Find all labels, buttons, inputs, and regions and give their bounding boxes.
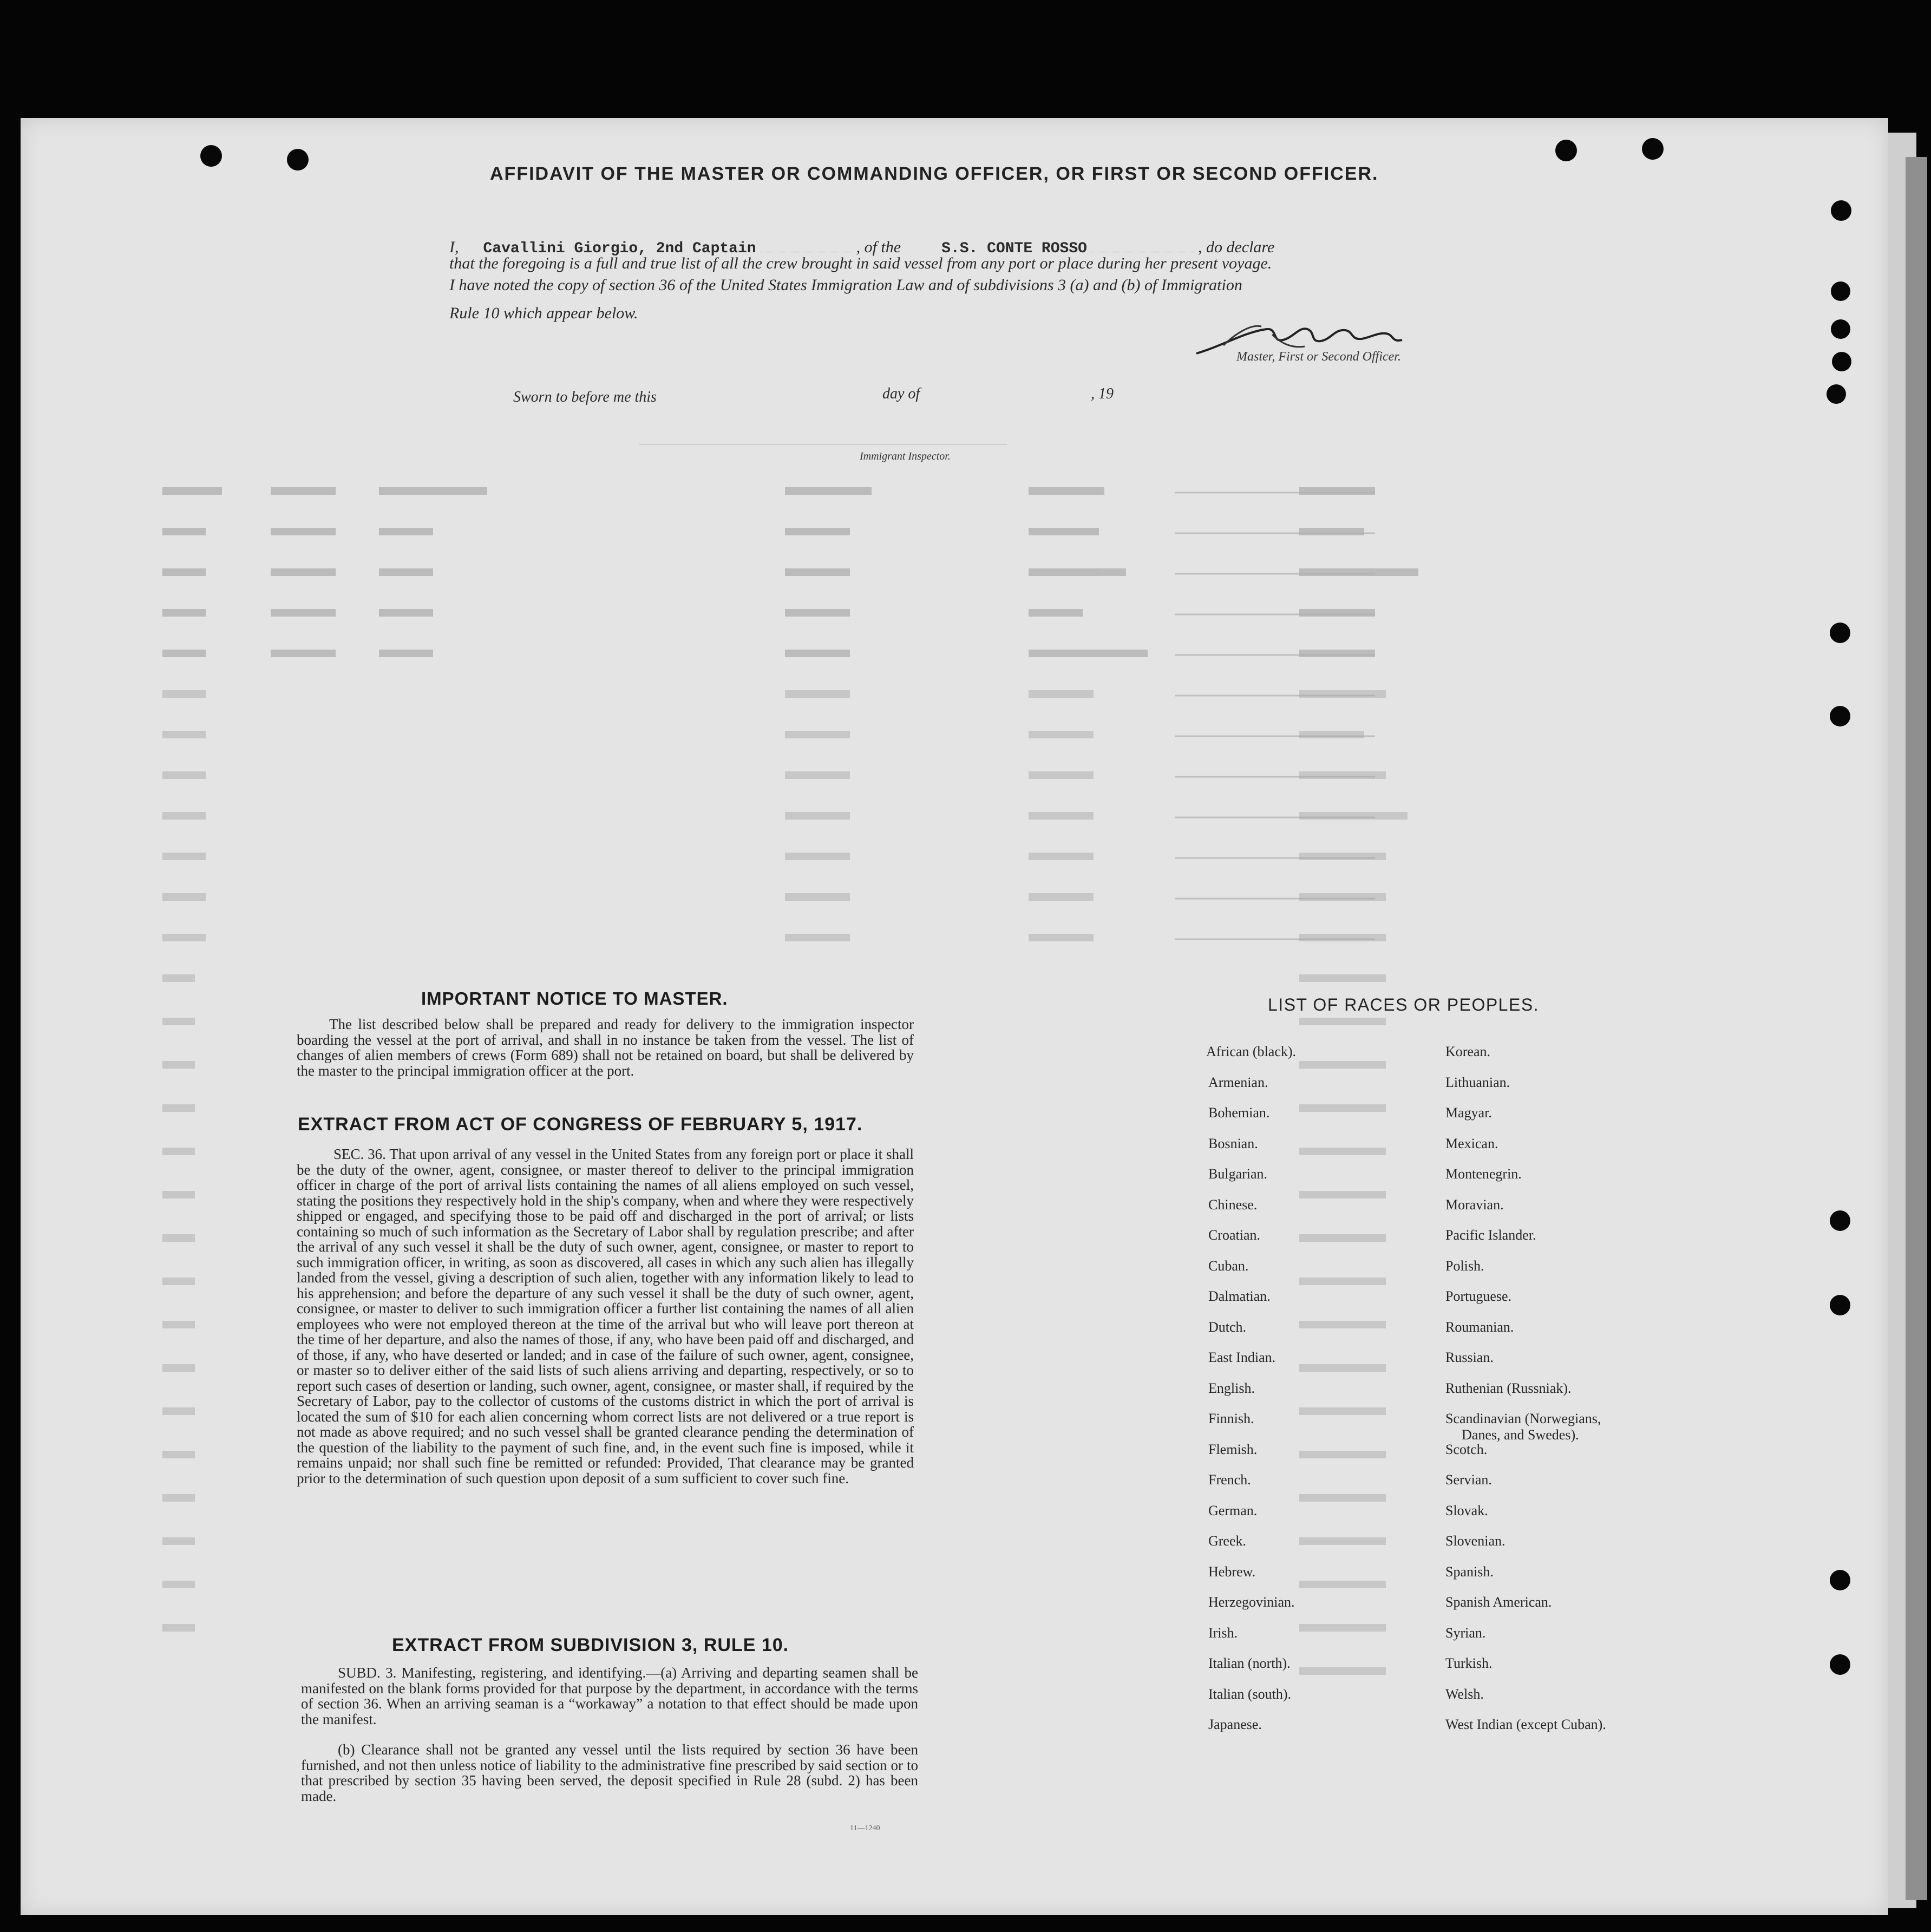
declaration-line-3: I have noted the copy of section 36 of the United States Immigration Law and of subdivisions 3 (a) and (b) of Immigration: [449, 276, 1242, 294]
punch-hole: [287, 149, 309, 171]
punch-hole: [1832, 352, 1851, 371]
race-item: Scandinavian (Norwegians,: [1445, 1411, 1601, 1426]
punch-hole: [1831, 200, 1851, 221]
race-item: Herzegovinian.: [1208, 1594, 1295, 1610]
affidavit-title: AFFIDAVIT OF THE MASTER OR COMMANDING OFFICER, OR FIRST OR SECOND OFFICER.: [490, 163, 1379, 184]
signature-caption: Master, First or Second Officer.: [1236, 350, 1401, 364]
race-item: German.: [1208, 1503, 1258, 1518]
declaration-line-4: Rule 10 which appear below.: [449, 304, 638, 322]
race-item: French.: [1208, 1472, 1251, 1488]
punch-hole: [1827, 384, 1846, 404]
race-item: Mexican.: [1445, 1136, 1498, 1151]
race-item: Polish.: [1445, 1258, 1484, 1274]
race-item: East Indian.: [1208, 1350, 1276, 1365]
race-item: Irish.: [1208, 1625, 1238, 1641]
race-item: Spanish American.: [1445, 1594, 1552, 1610]
punch-hole: [1830, 1295, 1850, 1315]
punch-hole: [1830, 706, 1850, 726]
race-item: Lithuanian.: [1445, 1075, 1510, 1090]
inspector-label: Immigrant Inspector.: [860, 450, 951, 462]
race-item: Servian.: [1445, 1472, 1492, 1488]
punch-hole: [1555, 140, 1577, 161]
race-item: Italian (south).: [1208, 1686, 1292, 1702]
race-item: Pacific Islander.: [1445, 1227, 1536, 1243]
act-heading: EXTRACT FROM ACT OF CONGRESS OF FEBRUARY 5, 1917.: [298, 1114, 863, 1135]
punch-hole: [1642, 138, 1664, 160]
bleed-through-lines: [162, 476, 1472, 1711]
officer-name-field: Cavallini Giorgio, 2nd Captain: [483, 240, 756, 257]
race-item: Portuguese.: [1445, 1288, 1512, 1304]
race-item: West Indian (except Cuban).: [1445, 1717, 1606, 1732]
race-item: Slovak.: [1445, 1503, 1488, 1518]
race-item: Russian.: [1445, 1350, 1494, 1365]
race-item: Bulgarian.: [1208, 1166, 1268, 1182]
form-number: 11—1240: [850, 1824, 880, 1832]
race-item: Welsh.: [1445, 1686, 1484, 1702]
race-item: Finnish.: [1208, 1411, 1254, 1426]
punch-hole: [1830, 1570, 1850, 1590]
race-item: Italian (north).: [1208, 1655, 1291, 1671]
race-item: Magyar.: [1445, 1105, 1492, 1121]
page-stack-edge: [1906, 157, 1927, 1900]
race-item: Bohemian.: [1208, 1105, 1270, 1121]
race-item: Dalmatian.: [1208, 1288, 1271, 1304]
day-of-label: day of: [882, 385, 920, 402]
race-item: Korean.: [1445, 1044, 1491, 1059]
bleed-through-text: [162, 476, 1472, 1711]
race-item: Flemish.: [1208, 1442, 1258, 1457]
race-item: African (black).: [1206, 1044, 1297, 1059]
races-heading: LIST OF RACES OR PEOPLES.: [1268, 995, 1540, 1014]
race-item: Bosnian.: [1208, 1136, 1258, 1151]
race-item: Slovenian.: [1445, 1533, 1505, 1549]
race-item: Moravian.: [1445, 1197, 1504, 1213]
notice-text: The list described below shall be prepared and ready for delivery to the immigration inspector boarding the vessel at the port of arrival, and shall in no instance be taken from the vessel. The list of changes of alien members of crews (Form 689) shall not be retained on board, but shall be delivered by the master to the principal immigration officer at the port.: [297, 1016, 914, 1079]
race-item: Turkish.: [1445, 1655, 1493, 1671]
vessel-name-field: S.S. CONTE ROSSO: [941, 240, 1087, 257]
race-item: Hebrew.: [1208, 1564, 1256, 1580]
race-item: Syrian.: [1445, 1625, 1486, 1641]
race-item: Dutch.: [1208, 1319, 1247, 1335]
declaration-prefix: I,: [449, 238, 459, 256]
punch-hole: [1831, 281, 1850, 301]
race-item: Scotch.: [1445, 1442, 1488, 1457]
race-item: Japanese.: [1208, 1717, 1262, 1732]
race-item: Montenegrin.: [1445, 1166, 1522, 1182]
of-the-label: , of the: [856, 238, 901, 256]
declaration-line-2: that the foregoing is a full and true list of all the crew brought in said vessel from any port or place during her present voyage.: [449, 254, 1272, 272]
act-text: SEC. 36. That upon arrival of any vessel in the United States from any foreign port or place it shall be the duty of the owner, agent, consignee, or master thereof to deliver to the principal immigration officer in charge of the port of arrival lists containing the names of all aliens employed on such vessel, stating the positions they respectively hold in the ship's company, when and where they were respectively shipped or engaged, and specifying those to be paid off and discharged in the port of arrival; or lists containing so much of such information as the Secretary of Labor shall by regulation prescribe; and after the arrival of any such vessel it shall be the duty of such owner, agent, consignee, or master to report to such immigration officer, in writing, as soon as discovered, all cases in which any such alien has illegally landed from the vessel, giving a description of such alien, together with any information likely to lead to his apprehension; and before the departure of any such vessel it shall be the duty of such owner, agent, consignee, or master to deliver to such immigration officer a further list containing the names of all alien employees who were not employed thereon at the time of the arrival but who will leave port thereon at the time of her departure, and also the names of those, if any, who have been paid off and discharged, and of those, if any, who have deserted or landed; and in case of the failure of such owner, agent, consignee, or master so to deliver either of the said lists of such aliens arriving and departing, respectively, or so to report such cases of desertion or landing, such owner, agent, consignee, or master shall, if required by the Secretary of Labor, pay to the collector of customs of the customs district in which the port of arrival is located the sum of $10 for each alien concerning whom correct lists are not delivered or a true report is not made as above required; and no such vessel shall be granted clearance pending the determination of the question of the liability to the payment of such fine, and, in the event such fine is imposed, while it remains unpaid; nor shall such fine be remitted or refunded: Provided, That clearance may be granted prior to the determination of such question upon deposit of a sum sufficient to cover such fine.: [297, 1146, 914, 1486]
punch-hole: [1830, 1654, 1850, 1675]
punch-hole: [1830, 1210, 1850, 1231]
do-declare-label: , do declare: [1197, 238, 1275, 256]
punch-hole: [200, 145, 222, 167]
rule-text-a: SUBD. 3. Manifesting, registering, and identifying.—(a) Arriving and departing seamen shall be manifested on the blank forms provided for that purpose by the department, in accordance with the terms of section 36. When an arriving seaman is a “workaway” a notation to that effect should be made upon the manifest.: [301, 1665, 918, 1727]
race-item: Spanish.: [1445, 1564, 1494, 1580]
rule-text-b: (b) Clearance shall not be granted any vessel until the lists required by section 36 have been furnished, and not then unless notice of liability to the administrative fine prescribed by said section or to that prescribed by section 35 having been served, the deposit specified in Rule 28 (subd. 2) has been made.: [301, 1741, 918, 1804]
race-item: Greek.: [1208, 1533, 1247, 1549]
race-item: Danes, and Swedes).: [1462, 1427, 1579, 1443]
notice-heading: IMPORTANT NOTICE TO MASTER.: [421, 988, 728, 1008]
sworn-label: Sworn to before me this: [513, 389, 657, 405]
race-item: English.: [1208, 1380, 1255, 1396]
race-item: Ruthenian (Russniak).: [1445, 1380, 1572, 1396]
race-item: Roumanian.: [1445, 1319, 1514, 1335]
punch-hole: [1830, 623, 1850, 643]
year-label: , 19: [1091, 385, 1114, 402]
race-item: Cuban.: [1208, 1258, 1249, 1274]
punch-hole: [1831, 319, 1850, 339]
rule-heading: EXTRACT FROM SUBDIVISION 3, RULE 10.: [392, 1635, 789, 1655]
race-item: Croatian.: [1208, 1227, 1261, 1243]
race-item: Chinese.: [1208, 1197, 1258, 1213]
race-item: Armenian.: [1208, 1075, 1268, 1090]
